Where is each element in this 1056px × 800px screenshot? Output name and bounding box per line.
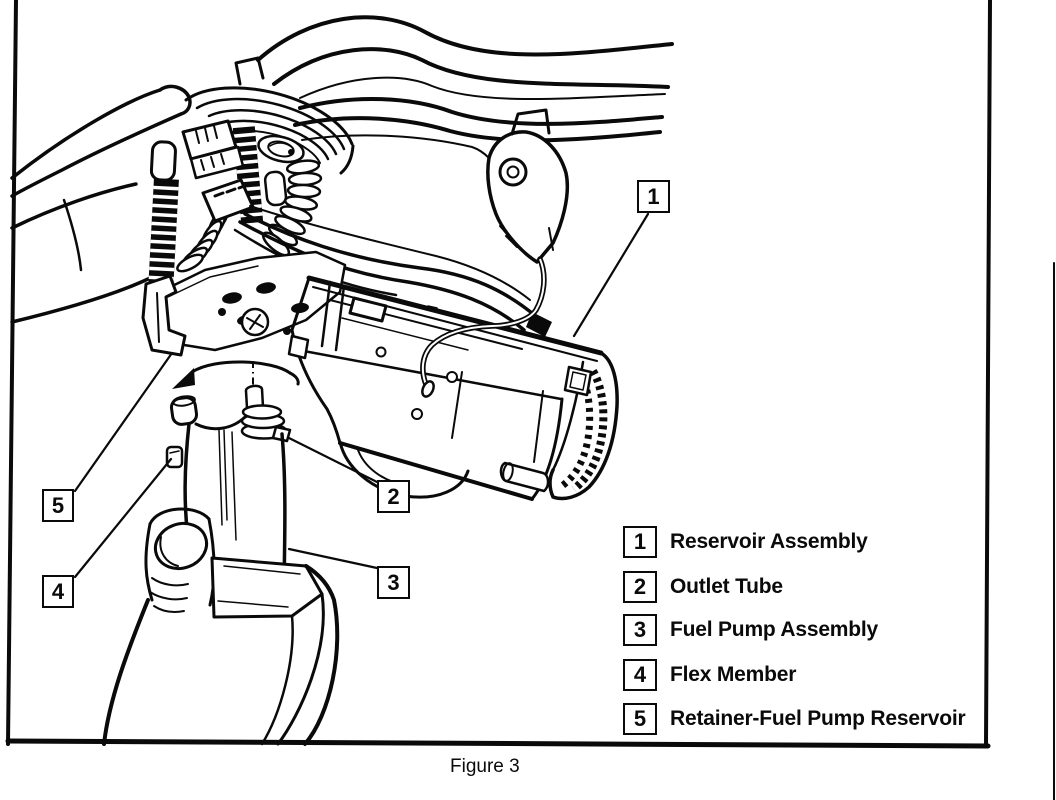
legend-key-number: 3 [633,617,647,642]
inlet-tube [501,463,548,491]
legend-key-number: 5 [633,706,647,731]
callout-number: 5 [51,492,65,518]
callout-box-3 [377,566,410,599]
legend-label: Outlet Tube [670,575,783,598]
callout-box-4 [42,575,74,608]
legend-key-box [623,526,657,558]
callout-box-2 [377,480,410,513]
legend-key-box [623,659,657,691]
figure-caption: Figure 3 [450,756,520,777]
rotation-arrow-icon [172,361,298,398]
legend-item [623,614,878,646]
standpipe-cap [151,141,176,180]
hand-bottom [104,509,337,744]
left-spring [148,178,179,291]
legend-label: Retainer-Fuel Pump Reservoir [670,707,966,730]
callout-box-1 [637,180,670,213]
legend-label: Fuel Pump Assembly [670,618,879,641]
fuel-hoses [236,17,672,158]
vent-tube [264,171,286,206]
legend-item [623,703,966,735]
legend-key-number: 2 [633,574,647,599]
legend-key-box [623,614,657,646]
legend-item [623,526,868,558]
thumbnail [149,516,213,575]
legend-key-box [623,571,657,603]
callout-number: 4 [51,578,65,604]
callout-number: 3 [387,569,400,595]
callout-number: 2 [387,483,400,509]
reservoir-assembly [289,278,617,499]
flex-member [167,447,182,467]
pump-body-right [282,434,285,585]
legend-label: Flex Member [670,663,797,686]
legend-item [623,571,783,603]
callout-box-5 [42,489,74,522]
legend-item [623,659,796,691]
legend-key-number: 4 [633,662,647,687]
float-level-sensor [420,110,567,398]
legend-label: Reservoir Assembly [670,530,868,553]
callout-number: 1 [647,183,660,209]
legend-key-box [623,703,657,735]
legend-key-number: 1 [633,529,647,554]
